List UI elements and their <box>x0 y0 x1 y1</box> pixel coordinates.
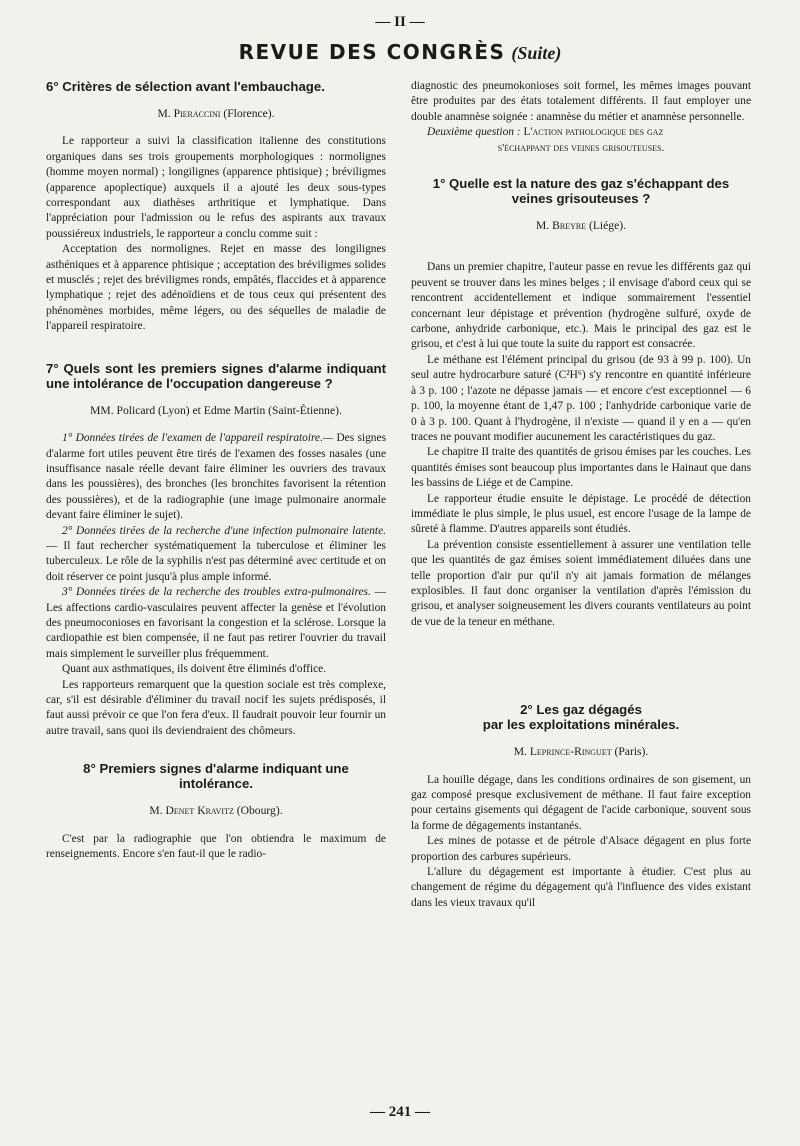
subsection-2-title <box>411 702 751 732</box>
section-6-author <box>46 106 386 121</box>
author-place: (Paris). <box>614 745 649 759</box>
author-name: Pieraccini <box>173 107 221 120</box>
continued-paragraph: diagnostic des pneumokonioses soit formel, les mêmes images pouvant être produites par des états totalement différents. Il faut employer une double anamnèse soignée : anamnèse du métier et anamnèse personnelle. <box>411 80 751 123</box>
section-8-paragraph-1: C'est par la radiographie que l'on obtiendra le maximum de renseignements. Encore s'en faut-il que le radio- <box>46 832 386 861</box>
section-7-paragraph-5: Les rapporteurs remarquent que la question sociale est très complexe, car, s'il est désirable d'éliminer du travail nocif les sujets prédisposés, il faut aussi prévoir ce que l'on fera d'eux. Il faudrait pouvoir leur fournir un autre travail, sans quoi ils deviendraient des chômeurs. <box>46 678 386 737</box>
subsection-1-title: 1° Quelle est la nature des gaz s'échappant des veines grisouteuses ? <box>432 176 730 207</box>
section-7-item-2 <box>46 524 386 586</box>
section-7-item-3 <box>46 585 386 662</box>
author-prefix: M. <box>149 804 163 818</box>
item-3-label: 3° Données tirées de la recherche des troubles extra-pulmonaires. <box>62 586 371 599</box>
subsection-2-paragraph-3: L'allure du dégagement est importante à étudier. C'est plus au changement de régime du dégagement qu'à l'influence des vides existant dans les vieux travaux qu'il <box>411 866 751 909</box>
subsection-1-paragraph-1: Dans un premier chapitre, l'auteur passe en revue les différents gaz qui peuvent se trouver dans les mines belges ; il envisage d'abord ceux qui se rencontrent accidentellement et indique sommairement l'essentiel concernant leur dépistage et prévention (hydrogène sulfuré, oxyde de carbone, anhydride carbonique, etc.). Mais le principal des gaz est le grisou, et c'est à lui que toute la suite du rapport est consacrée. <box>411 261 751 351</box>
author-name: Denet Kravitz <box>165 804 234 818</box>
second-question <box>411 125 751 140</box>
section-6-title: 6° Critères de sélection avant l'embauchage. <box>46 79 325 94</box>
page-number: — 241 — <box>370 1104 430 1120</box>
second-question-label: Deuxième question : <box>427 126 521 139</box>
second-question-text: L'action pathologique des gaz <box>523 126 664 139</box>
section-7-title: 7° Quels sont les premiers signes d'alarme indiquant une intolérance de l'occupation dangereuse ? <box>46 360 386 391</box>
item-1-label: 1° Données tirées de l'examen de l'appareil respiratoire.— <box>62 432 334 445</box>
item-3-text: — Les affections cardio-vasculaires peuvent affecter la genèse et l'évolution des pneumoconioses en favorisant la congestion et la sclérose. Lorsque la cardiopathie est bien compensée, il ne faut pas retirer l'ouvrier du travail mais simplement le surveiller plus fréquemment. <box>46 586 386 660</box>
section-6-paragraph-1: Le rapporteur a suivi la classification italienne des constitutions organiques dans ses trois groupements morphologiques : normolignes (homme moyen normal) ; longilignes (apparence phtisique) ; bréviligmes (apparence apoplectique) auxquels il a ajouté les deux sous-types correspondant aux diathèses arthritique et lymphatique. Dans l'appréciation pour l'admission ou le refus des aspirants aux travaux poussiéreux industriels, le rapporteur a conclu comme suit : <box>46 135 386 240</box>
author-name: Breyre <box>552 219 587 233</box>
section-7-item-1 <box>46 431 386 523</box>
second-question-continued: s'échappant des veines grisouteuses. <box>497 141 665 154</box>
top-page-marker: — II — <box>375 14 425 30</box>
running-header <box>0 40 800 64</box>
header-suite: (Suite) <box>511 43 562 63</box>
subsection-1-paragraph-5: La prévention consiste essentiellement à assurer une ventilation telle que les quantités de gaz émises soient immédiatement diluées dans une telle proportion d'air pur qu'il n'y ait jamais formation de mélanges explosibles. Il faut donc organiser la ventilation d'après l'émission du grisou, et analyser soigneusement les divers courants ventilateurs au point de vue de la teneur en méthane. <box>411 538 751 628</box>
section-7-paragraph-4: Quant aux asthmatiques, ils doivent être éliminés d'office. <box>62 663 327 676</box>
left-column <box>46 79 386 1087</box>
author-place: (Liége). <box>588 219 626 233</box>
subsection-1-author <box>411 218 751 233</box>
subsection-2-title-line-1: 2° Les gaz dégagés <box>520 702 642 718</box>
subsection-1-paragraph-3: Le chapitre II traite des quantités de grisou émises par les couches. Les quantités émises sont beaucoup plus importantes dans le Hainaut que dans les bassins de Liége et de Campine. <box>411 446 751 490</box>
subsection-1-paragraph-4: Le rapporteur étudie ensuite le dépistage. Le procédé de détection immédiate le plus simple, le plus usuel, est encore l'usage de la lampe de sûreté à flamme. D'autres appareils sont étudiés. <box>411 492 751 536</box>
section-8-title: 8° Premiers signes d'alarme indiquant une intolérance. <box>83 761 349 792</box>
subsection-2-paragraph-1: La houille dégage, dans les conditions ordinaires de son gisement, un gaz composé presque exclusivement de méthane. Il faut faire exception pour certains gisements qui dégagent de l'acide carbonique, souvent sous la forme de dégagements instantanés. <box>411 773 751 832</box>
right-column <box>411 79 751 1087</box>
item-2-text: — Il faut rechercher systématiquement la tuberculose et éliminer les tuberculeux. Le rôle de la syphilis n'est pas déterminé avec certitude et on doit réserver ce point jusqu'à plus ample informé. <box>46 539 386 583</box>
item-2-label: 2° Données tirées de la recherche d'une infection pulmonaire latente. <box>62 524 386 537</box>
subsection-2-paragraph-2: Les mines de potasse et de pétrole d'Alsace dégagent en plus forte proportion des carbures supérieurs. <box>411 835 751 863</box>
section-6-paragraph-2: Acceptation des normolignes. Rejet en masse des longilignes asthéniques et à apparence phtisique ; acceptation des bréviligmes solides et musclés ; rejet des bréviligmes ronds, empâtés, flaccides et à apparence lymphatique ; rejet des adénoïdiens et de tous ceux qui présentent des phénomènes morbides, même légers, ou des séquelles de maladie de l'appareil respiratoire. <box>46 243 386 333</box>
header-title: REVUE DES CONGRÈS <box>238 40 506 64</box>
subsection-2-title-line-2: par les exploitations minérales. <box>482 717 680 733</box>
section-7-authors: MM. Policard (Lyon) et Edme Martin (Saint-Étienne). <box>90 403 342 417</box>
subsection-2-author <box>411 744 751 759</box>
author-place: (Florence). <box>223 107 275 120</box>
author-prefix: M. <box>157 107 171 120</box>
author-prefix: M. <box>513 745 527 759</box>
author-prefix: M. <box>535 219 550 233</box>
author-place: (Obourg). <box>236 804 283 818</box>
item-1-text: Des signes d'alarme fort utiles peuvent être tirés de l'examen des fosses nasales (une insuffisance nasale réelle devant faire éliminer les ouvriers des travaux dans les poussières), des bronches (les bronchites favorisent la rétention des poussières), et de la radiographie (une image pulmonaire anormale devant faire éliminer le sujet). <box>46 432 386 522</box>
author-name: Leprince-Ringuet <box>529 745 612 759</box>
subsection-1-paragraph-2: Le méthane est l'élément principal du grisou (de 93 à 99 p. 100). Un seul autre hydrocarbure saturé (C²H⁶) s'y rencontre en quantité inférieure à 3 p. 100 ; l'azote ne dépasse jamais — et encore c'est exceptionnel — 6 p. 100, la moyenne étant de 1,47 p. 100 ; l'anhydride carbonique varie de 0 à 3 p. 100. Quant à l'hydrogène, il n'existe — quand il y en a — qu'en traces ne pouvant modifier aucunement les caractéristiques du gaz. <box>411 353 751 443</box>
section-8-author <box>46 803 386 818</box>
